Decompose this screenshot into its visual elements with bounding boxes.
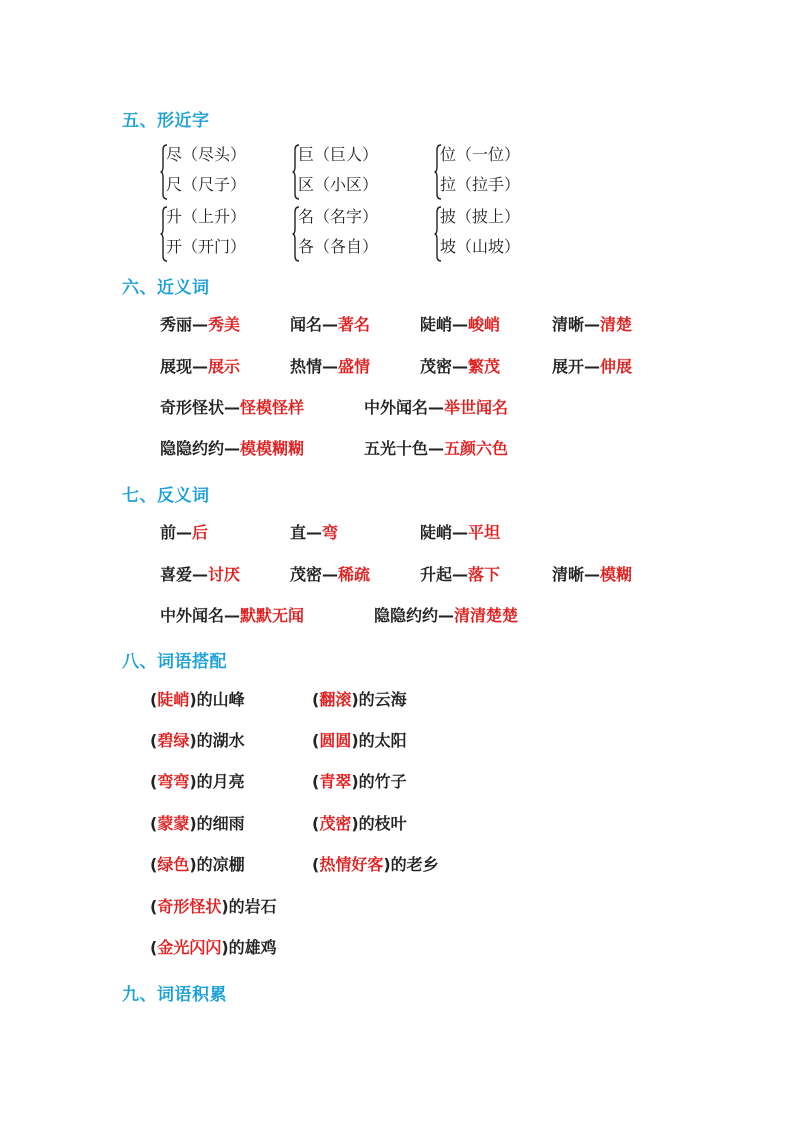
antonym-pair [420,561,500,589]
open-paren: ( [150,814,158,833]
synonym-pair [290,353,370,381]
synonym-word: 秀丽— [160,315,209,334]
open-paren: ( [150,731,158,750]
synonym-word: 陡峭— [420,315,469,334]
collocation-row [0,934,793,962]
collocation-row [0,768,793,796]
similar-char-item: 巨（巨人） [298,145,379,164]
collocation-noun: 的太阳 [358,731,407,750]
antonym-row [0,519,793,547]
antonym-row [0,602,793,630]
similar-char-item: 尽（尽头） [166,145,247,164]
close-paren: ) [351,690,359,709]
antonym-pair [290,519,338,547]
antonym-answer: 落下 [468,565,501,584]
similar-char-item: 名（名字） [298,207,379,226]
collocation-noun: 的湖水 [196,731,245,750]
section-title-similar-characters: 五、形近字 [122,111,210,131]
similar-char-item: 拉（拉手） [440,175,521,194]
collocation-item [150,810,245,838]
synonym-word: 展开— [552,357,601,376]
collocation-answer: 青翠 [319,772,352,791]
antonym-pair [374,602,518,630]
open-paren: ( [150,938,158,957]
collocation-row [0,893,793,921]
open-paren: ( [150,855,158,874]
antonym-answer: 后 [192,523,209,542]
collocation-noun: 的岩石 [228,897,277,916]
synonym-word: 热情— [290,357,339,376]
antonym-pair [420,519,500,547]
synonym-word: 奇形怪状— [160,398,241,417]
antonym-word: 陡峭— [420,523,469,542]
collocation-answer: 弯弯 [157,772,190,791]
synonym-pair [364,394,508,422]
open-paren: ( [312,690,320,709]
antonym-word: 前— [160,523,193,542]
close-paren: ) [351,731,359,750]
similar-char-group [160,142,310,204]
collocation-item [150,768,245,796]
synonym-row [0,353,793,381]
close-paren: ) [189,772,197,791]
synonym-row [0,394,793,422]
open-paren: ( [312,855,320,874]
synonym-pair [552,311,632,339]
similar-char-item: 尺（尺子） [166,175,247,194]
section-title-word-collocation: 八、词语搭配 [122,652,227,672]
antonym-answer: 平坦 [468,523,501,542]
collocation-answer: 翻滚 [319,690,352,709]
similar-char-item: 披（披上） [440,207,521,226]
antonym-pair [552,561,632,589]
close-paren: ) [351,772,359,791]
antonym-answer: 模糊 [600,565,633,584]
synonym-pair [420,311,500,339]
open-paren: ( [312,772,320,791]
open-paren: ( [150,897,158,916]
antonym-word: 隐隐约约— [374,606,455,625]
antonym-word: 清晰— [552,565,601,584]
collocation-noun: 的老乡 [390,855,439,874]
similar-char-item: 位（一位） [440,145,521,164]
synonym-answer: 清楚 [600,315,633,334]
synonym-pair [364,435,508,463]
collocation-answer: 热情好客 [319,855,384,874]
synonym-word: 闻名— [290,315,339,334]
collocation-item [312,768,407,796]
synonym-word: 五光十色— [364,439,445,458]
antonym-pair [290,561,370,589]
synonym-answer: 繁茂 [468,357,501,376]
synonym-pair [160,394,304,422]
similar-char-group [292,142,442,204]
close-paren: ) [221,897,229,916]
close-paren: ) [189,731,197,750]
antonym-answer: 讨厌 [208,565,241,584]
close-paren: ) [189,690,197,709]
synonym-word: 茂密— [420,357,469,376]
collocation-row [0,727,793,755]
collocation-noun: 的雄鸡 [228,938,277,957]
open-paren: ( [312,814,320,833]
synonym-pair [160,353,240,381]
synonym-pair [160,435,304,463]
open-paren: ( [150,772,158,791]
similar-char-item: 各（各自） [298,237,379,256]
collocation-answer: 茂密 [319,814,352,833]
synonym-pair [420,353,500,381]
collocation-item [312,727,407,755]
collocation-item [150,686,245,714]
collocation-noun: 的枝叶 [358,814,407,833]
synonym-pair [290,311,370,339]
similar-char-item: 区（小区） [298,175,379,194]
collocation-item [150,893,277,921]
antonym-pair [160,602,304,630]
antonym-pair [160,519,208,547]
collocation-answer: 绿色 [157,855,190,874]
antonym-pair [160,561,240,589]
synonym-word: 展现— [160,357,209,376]
synonym-answer: 秀美 [208,315,241,334]
similar-char-group [160,204,310,266]
synonym-word: 中外闻名— [364,398,445,417]
synonym-answer: 五颜六色 [444,439,509,458]
synonym-pair [160,311,240,339]
open-paren: ( [150,690,158,709]
synonym-answer: 怪模怪样 [240,398,305,417]
antonym-word: 喜爱— [160,565,209,584]
collocation-item [312,686,407,714]
similar-char-group [292,204,442,266]
collocation-noun: 的云海 [358,690,407,709]
antonym-answer: 弯 [322,523,339,542]
similar-char-item: 升（上升） [166,207,247,226]
synonym-pair [552,353,632,381]
similar-char-group [434,204,584,266]
synonym-answer: 展示 [208,357,241,376]
similar-char-group [434,142,584,204]
collocation-item [150,934,277,962]
close-paren: ) [189,855,197,874]
collocation-noun: 的月亮 [196,772,245,791]
synonym-row [0,435,793,463]
synonym-answer: 模模糊糊 [240,439,305,458]
collocation-row [0,810,793,838]
collocation-answer: 碧绿 [157,731,190,750]
antonym-answer: 默默无闻 [240,606,305,625]
collocation-answer: 金光闪闪 [157,938,222,957]
close-paren: ) [351,814,359,833]
open-paren: ( [312,731,320,750]
collocation-answer: 圆圆 [319,731,352,750]
collocation-noun: 的山峰 [196,690,245,709]
similar-char-item: 开（开门） [166,237,247,256]
collocation-row [0,686,793,714]
collocation-noun: 的竹子 [358,772,407,791]
close-paren: ) [221,938,229,957]
section-title-synonyms: 六、近义词 [122,278,210,298]
collocation-item [312,851,439,879]
close-paren: ) [189,814,197,833]
collocation-item [150,851,245,879]
collocation-answer: 陡峭 [157,690,190,709]
section-title-antonyms: 七、反义词 [122,486,210,506]
synonym-answer: 盛情 [338,357,371,376]
synonym-row [0,311,793,339]
synonym-answer: 峻峭 [468,315,501,334]
section-title-word-accumulation: 九、词语积累 [122,985,227,1005]
collocation-item [312,810,407,838]
similar-char-item: 坡（山坡） [440,237,521,256]
antonym-word: 中外闻名— [160,606,241,625]
collocation-answer: 奇形怪状 [157,897,222,916]
antonym-answer: 稀疏 [338,565,371,584]
synonym-word: 隐隐约约— [160,439,241,458]
synonym-answer: 举世闻名 [444,398,509,417]
antonym-row [0,561,793,589]
close-paren: ) [383,855,391,874]
antonym-word: 茂密— [290,565,339,584]
collocation-row [0,851,793,879]
collocation-noun: 的凉棚 [196,855,245,874]
antonym-word: 直— [290,523,323,542]
collocation-item [150,727,245,755]
synonym-answer: 伸展 [600,357,633,376]
synonym-answer: 著名 [338,315,371,334]
collocation-answer: 蒙蒙 [157,814,190,833]
synonym-word: 清晰— [552,315,601,334]
antonym-word: 升起— [420,565,469,584]
collocation-noun: 的细雨 [196,814,245,833]
antonym-answer: 清清楚楚 [454,606,519,625]
